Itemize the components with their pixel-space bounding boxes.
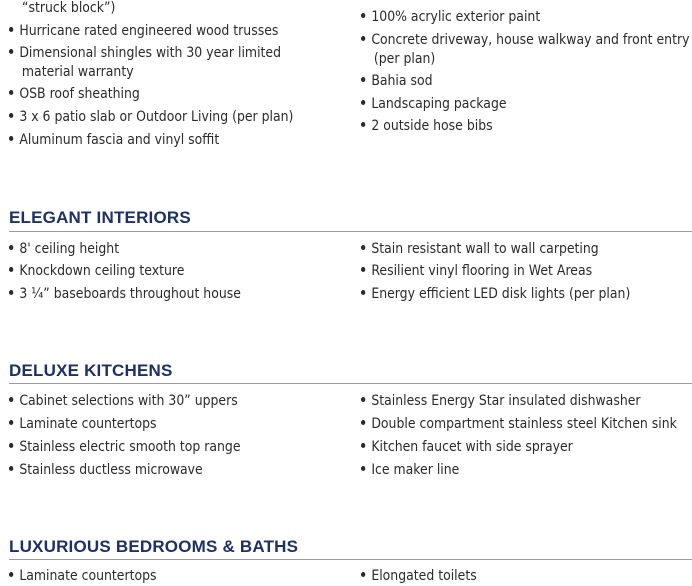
list-item: Hurricane rated engineered wood trusses — [9, 22, 278, 41]
list-item: 2 outside hose bibs — [361, 117, 493, 136]
list-item: Landscaping package — [361, 95, 507, 114]
list-item: Aluminum fascia and vinyl soffit — [9, 131, 219, 150]
list-item: OSB roof sheathing — [9, 85, 140, 104]
list-item: Kitchen faucet with side sprayer — [361, 438, 573, 457]
list-item: Laminate countertops — [9, 415, 157, 434]
list-item: Ice maker line — [361, 461, 459, 480]
list-item: Double compartment stainless steel Kitchen sink — [361, 415, 677, 434]
list-item: Bahia sod — [361, 72, 433, 91]
bullet-icon — [9, 90, 13, 95]
list-item: Stainless Energy Star insulated dishwasher — [361, 392, 641, 411]
list-item: Elongated toilets — [361, 567, 477, 586]
bullet-icon — [361, 466, 365, 471]
section-divider — [9, 383, 692, 384]
list-item: Stainless ductless microwave — [9, 461, 203, 480]
list-item: 8' ceiling height — [9, 240, 119, 259]
list-item: Concrete driveway, house walkway and front entry (per plan) — [361, 31, 689, 69]
list-item: Resilient vinyl flooring in Wet Areas — [361, 262, 592, 281]
list-item: 3 ¼” baseboards throughout house — [9, 285, 241, 304]
bullet-icon — [9, 49, 13, 54]
bullet-icon — [361, 36, 365, 41]
bullet-icon — [9, 443, 13, 448]
section-divider — [9, 231, 692, 232]
list-item: Dimensional shingles with 30 year limited material warranty — [9, 44, 281, 82]
bullet-icon — [9, 245, 13, 250]
bullet-icon — [361, 397, 365, 402]
section-divider — [9, 559, 692, 560]
list-item: “struck block”) — [22, 0, 116, 16]
bullet-icon — [361, 443, 365, 448]
list-item: Cabinet selections with 30” uppers — [9, 392, 238, 411]
list-item: Stain resistant wall to wall carpeting — [361, 240, 599, 259]
list-item: 3 x 6 patio slab or Outdoor Living (per plan) — [9, 108, 293, 127]
section-title: DELUXE KITCHENS — [9, 361, 173, 380]
list-item: Knockdown ceiling texture — [9, 262, 184, 281]
bullet-icon — [9, 113, 13, 118]
bullet-icon — [361, 122, 365, 127]
bullet-icon — [9, 267, 13, 272]
list-item: 100% acrylic exterior paint — [361, 8, 540, 27]
bullet-icon — [361, 267, 365, 272]
bullet-icon — [9, 290, 13, 295]
bullet-icon — [361, 77, 365, 82]
list-item: Stainless electric smooth top range — [9, 438, 241, 457]
list-item: Energy efficient LED disk lights (per plan) — [361, 285, 630, 304]
bullet-icon — [9, 466, 13, 471]
bullet-icon — [9, 420, 13, 425]
bullet-icon — [9, 397, 13, 402]
bullet-icon — [361, 13, 365, 18]
section-title: LUXURIOUS BEDROOMS & BATHS — [9, 537, 299, 556]
bullet-icon — [361, 420, 365, 425]
bullet-icon — [361, 245, 365, 250]
bullet-icon — [9, 136, 13, 141]
bullet-icon — [9, 27, 13, 32]
section-title: ELEGANT INTERIORS — [9, 208, 191, 227]
bullet-icon — [361, 100, 365, 105]
bullet-icon — [361, 290, 365, 295]
list-item: Laminate countertops — [9, 567, 157, 586]
